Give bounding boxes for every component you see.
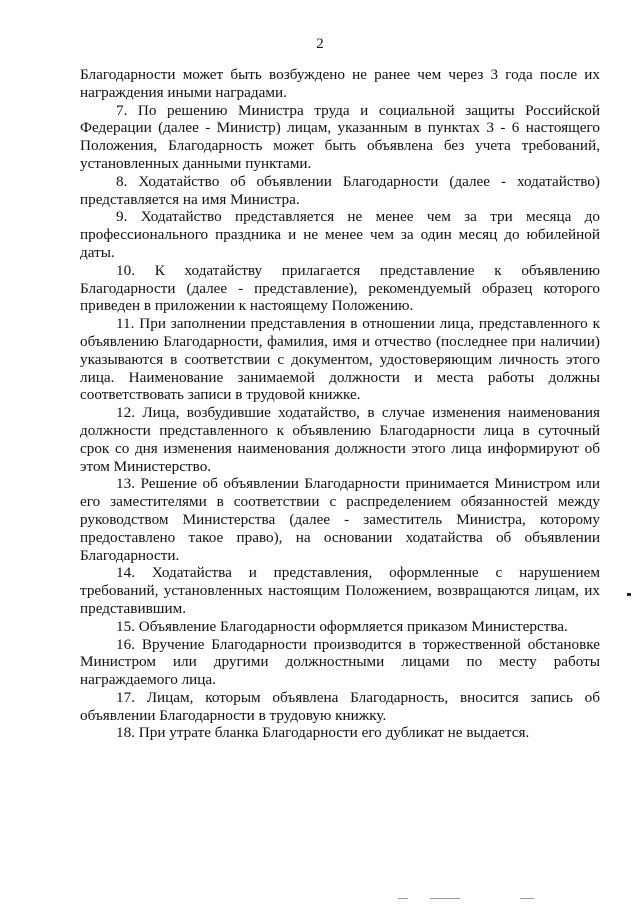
paragraph-12: 12. Лица, возбудившие ходатайство, в случае изменения наименования должности представленного к объявлению Благодарности лица в суточный срок со дня изменения наименования должности этого лица информируют об этом Министерство. bbox=[80, 404, 600, 475]
document-body bbox=[80, 66, 600, 742]
page-number: 2 bbox=[316, 36, 324, 52]
scan-artifact-dash bbox=[430, 898, 460, 899]
paragraph-8: 8. Ходатайство об объявлении Благодарности (далее - ходатайство) представляется на имя Министра. bbox=[80, 172, 600, 208]
paragraph-13: 13. Решение об объявлении Благодарности принимается Министром или его заместителями в соответствии с распределением обязанностей между руководством Министерства (далее - заместитель Министра, которому предоставлено такое право), на основании ходатайства об объявлении Благодарности. bbox=[80, 475, 600, 564]
paragraph-9: 9. Ходатайство представляется не менее чем за три месяца до профессионального праздника и не менее чем за один месяц до юбилейной даты. bbox=[80, 208, 600, 261]
paragraph-7: 7. По решению Министра труда и социальной защиты Российской Федерации (далее - Министр) лицам, указанным в пунктах 3 - 6 настоящего Положения, Благодарность может быть объявлена без учета требований, установленных данными пунктами. bbox=[80, 101, 600, 172]
paragraph-17: 17. Лицам, которым объявлена Благодарность, вносится запись об объявлении Благодарности в трудовую книжку. bbox=[80, 688, 600, 724]
paragraph-18: 18. При утрате бланка Благодарности его дубликат не выдается. bbox=[116, 724, 530, 742]
scan-artifact-dash bbox=[520, 898, 534, 899]
paragraph-14: 14. Ходатайства и представления, оформленные с нарушением требований, установленных настоящим Положением, возвращаются лицам, их представившим. bbox=[80, 564, 600, 617]
paragraph-15: 15. Объявление Благодарности оформляется приказом Министерства. bbox=[116, 617, 568, 635]
scan-artifact-dot bbox=[627, 593, 631, 596]
paragraph-11: 11. При заполнении представления в отношении лица, представленного к объявлению Благодарности, фамилия, имя и отчество (последнее при наличии) указываются в соответствии с документом, удостоверяющим личность этого лица. Наименование занимаемой должности и места работы должны соответствовать записи в трудовой книжке. bbox=[80, 315, 600, 404]
paragraph-continuation: Благодарности может быть возбуждено не ранее чем через 3 года после их награждения иными наградами. bbox=[80, 66, 600, 101]
paragraph-16: 16. Вручение Благодарности производится в торжественной обстановке Министром или другими должностными лицами по месту работы награждаемого лица. bbox=[80, 635, 600, 689]
paragraph-10: 10. К ходатайству прилагается представление к объявлению Благодарности (далее - представление), рекомендуемый образец которого приведен в приложении к настоящему Положению. bbox=[80, 261, 600, 315]
scan-artifact-dash bbox=[398, 898, 408, 899]
